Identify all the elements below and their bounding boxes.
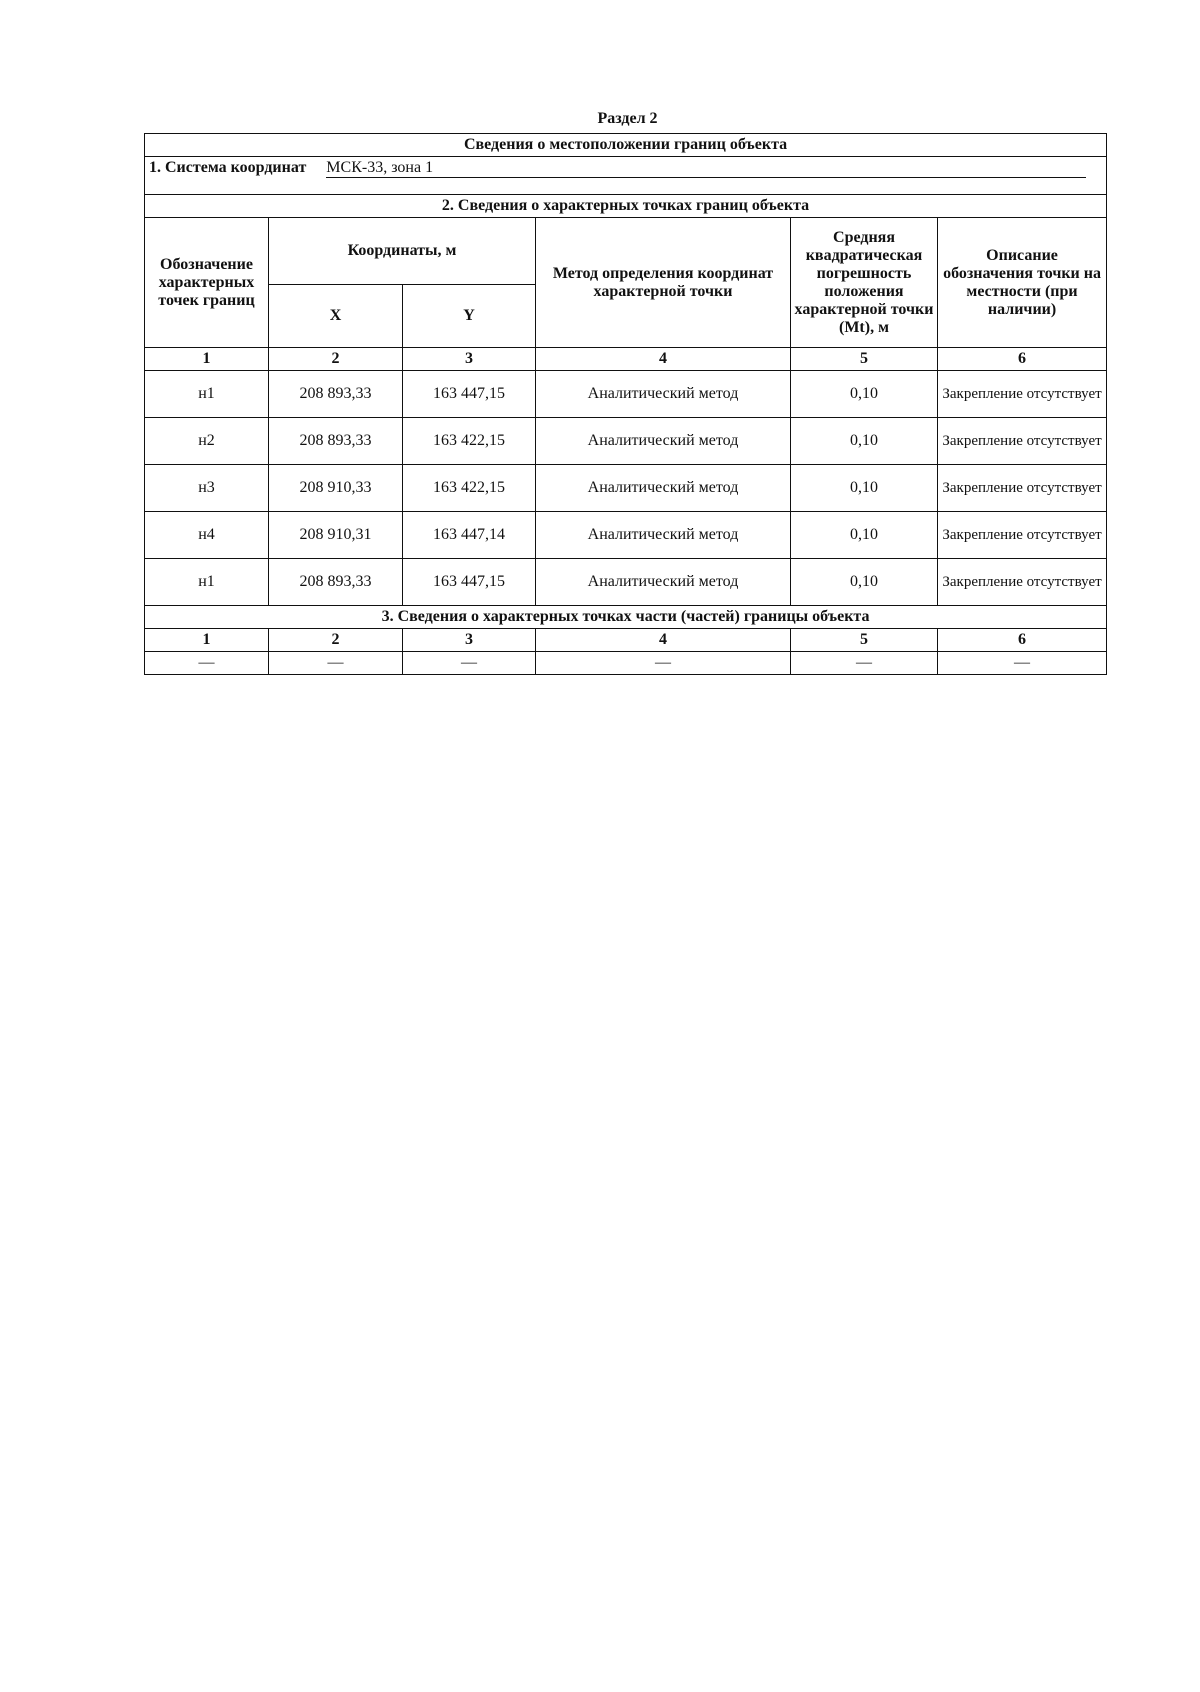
table-row (145, 559, 1107, 606)
coord-system-value: МСК-33, зона 1 (326, 159, 1086, 178)
point-x: 208 893,33 (269, 371, 403, 418)
boundary-table (144, 133, 1107, 675)
point-method: Аналитический метод (536, 559, 791, 606)
column-number: 4 (536, 629, 791, 652)
column-number: 3 (403, 348, 536, 371)
col-y-header: Y (403, 285, 536, 348)
point-description: Закрепление отсутствует (938, 371, 1107, 418)
point-mt: 0,10 (791, 418, 938, 465)
point-method: Аналитический метод (536, 465, 791, 512)
point-y: 163 447,14 (403, 512, 536, 559)
point-description: Закрепление отсутствует (938, 559, 1107, 606)
column-number: 6 (938, 348, 1107, 371)
point-y: 163 447,15 (403, 559, 536, 606)
point-name: н2 (145, 418, 269, 465)
col-method-header: Метод определения координат характерной точки (536, 218, 791, 348)
point-mt: 0,10 (791, 465, 938, 512)
col-coords-header: Координаты, м (269, 218, 536, 285)
point-name: н1 (145, 559, 269, 606)
column-number: 5 (791, 348, 938, 371)
column-number: 1 (145, 348, 269, 371)
col-designation-header: Обозначение характерных точек границ (145, 218, 269, 348)
point-method: Аналитический метод (536, 512, 791, 559)
column-number: 5 (791, 629, 938, 652)
point-name: н3 (145, 465, 269, 512)
empty-cell: — (938, 652, 1107, 675)
column-number: 3 (403, 629, 536, 652)
point-description: Закрепление отсутствует (938, 418, 1107, 465)
points-heading: 2. Сведения о характерных точках границ объекта (145, 195, 1107, 218)
point-name: н4 (145, 512, 269, 559)
table-row (145, 465, 1107, 512)
point-x: 208 910,33 (269, 465, 403, 512)
empty-cell: — (403, 652, 536, 675)
table-row (145, 418, 1107, 465)
parts-heading: 3. Сведения о характерных точках части (частей) границы объекта (145, 606, 1107, 629)
empty-cell: — (791, 652, 938, 675)
column-number: 2 (269, 629, 403, 652)
point-y: 163 422,15 (403, 418, 536, 465)
point-description: Закрепление отсутствует (938, 465, 1107, 512)
column-number: 6 (938, 629, 1107, 652)
col-description-header: Описание обозначения точки на местности (при наличии) (938, 218, 1107, 348)
empty-cell: — (145, 652, 269, 675)
coord-system-label: 1. Система координат (149, 159, 307, 176)
col-error-header: Средняя квадратическая погрешность положения характерной точки (Mt), м (791, 218, 938, 348)
column-number: 4 (536, 348, 791, 371)
point-name: н1 (145, 371, 269, 418)
point-y: 163 422,15 (403, 465, 536, 512)
coord-system-row (145, 157, 1107, 195)
table-row (145, 512, 1107, 559)
point-x: 208 893,33 (269, 418, 403, 465)
point-mt: 0,10 (791, 559, 938, 606)
table-row (145, 371, 1107, 418)
column-number: 1 (145, 629, 269, 652)
point-x: 208 910,31 (269, 512, 403, 559)
point-method: Аналитический метод (536, 371, 791, 418)
point-mt: 0,10 (791, 512, 938, 559)
point-method: Аналитический метод (536, 418, 791, 465)
col-x-header: X (269, 285, 403, 348)
point-mt: 0,10 (791, 371, 938, 418)
point-x: 208 893,33 (269, 559, 403, 606)
point-description: Закрепление отсутствует (938, 512, 1107, 559)
table-row (145, 652, 1107, 675)
section-title: Раздел 2 (597, 110, 658, 127)
column-number: 2 (269, 348, 403, 371)
empty-cell: — (269, 652, 403, 675)
point-y: 163 447,15 (403, 371, 536, 418)
main-heading: Сведения о местоположении границ объекта (145, 134, 1107, 157)
empty-cell: — (536, 652, 791, 675)
